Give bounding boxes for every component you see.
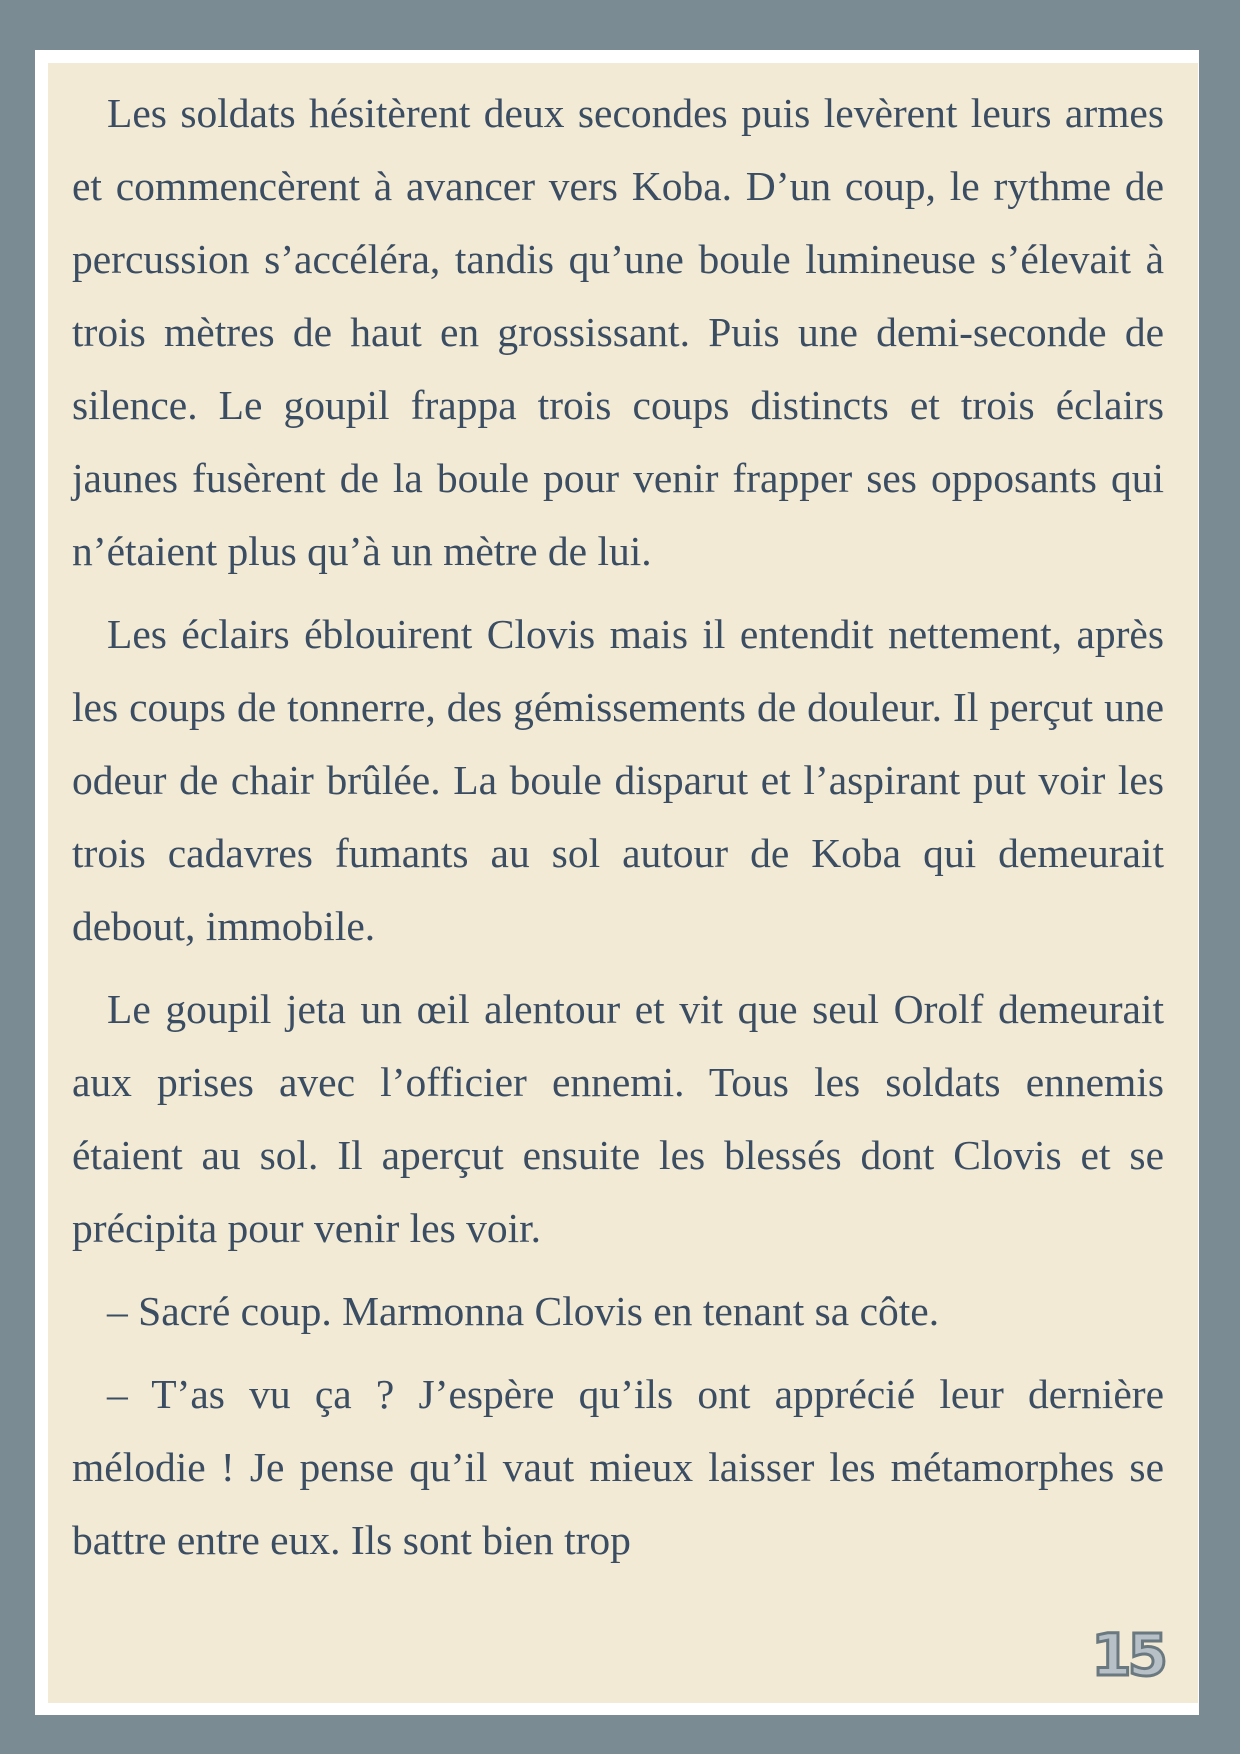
paragraph-3: Le goupil jeta un œil alentour et vit que seul Orolf demeurait aux prises avec l’officier ennemi. Tous les soldats ennemis étaient au sol. Il aperçut ensuite les blessés dont Clovis et se précipita pour venir les voir. [72, 986, 1164, 1251]
body-text [72, 77, 1164, 1577]
paragraph-2: Les éclairs éblouirent Clovis mais il entendit nettement, après les coups de tonnerre, des gémissements de douleur. Il perçut une odeur de chair brûlée. La boule disparut et l’aspirant put voir les trois cadavres fumants au sol autour de Koba qui demeurait debout, immobile. [72, 611, 1164, 949]
book-page [48, 63, 1198, 1703]
paragraph-1: Les soldats hésitèrent deux secondes puis levèrent leurs armes et commencèrent à avancer vers Koba. D’un coup, le rythme de percussion s’accéléra, tandis qu’une boule lumineuse s’élevait à trois mètres de haut en grossissant. Puis une demi-seconde de silence. Le goupil frappa trois coups distincts et trois éclairs jaunes fusèrent de la boule pour venir frapper ses opposants qui n’étaient plus qu’à un mètre de lui. [72, 90, 1164, 574]
paragraph-5: – T’as vu ça ? J’espère qu’ils ont apprécié leur dernière mélodie ! Je pense qu’il vaut mieux laisser les métamorphes se battre entre eux. Ils sont bien trop [72, 1371, 1164, 1563]
paragraph-4: – Sacré coup. Marmonna Clovis en tenant sa côte. [107, 1288, 940, 1334]
page-number: 15 [1091, 1621, 1164, 1689]
